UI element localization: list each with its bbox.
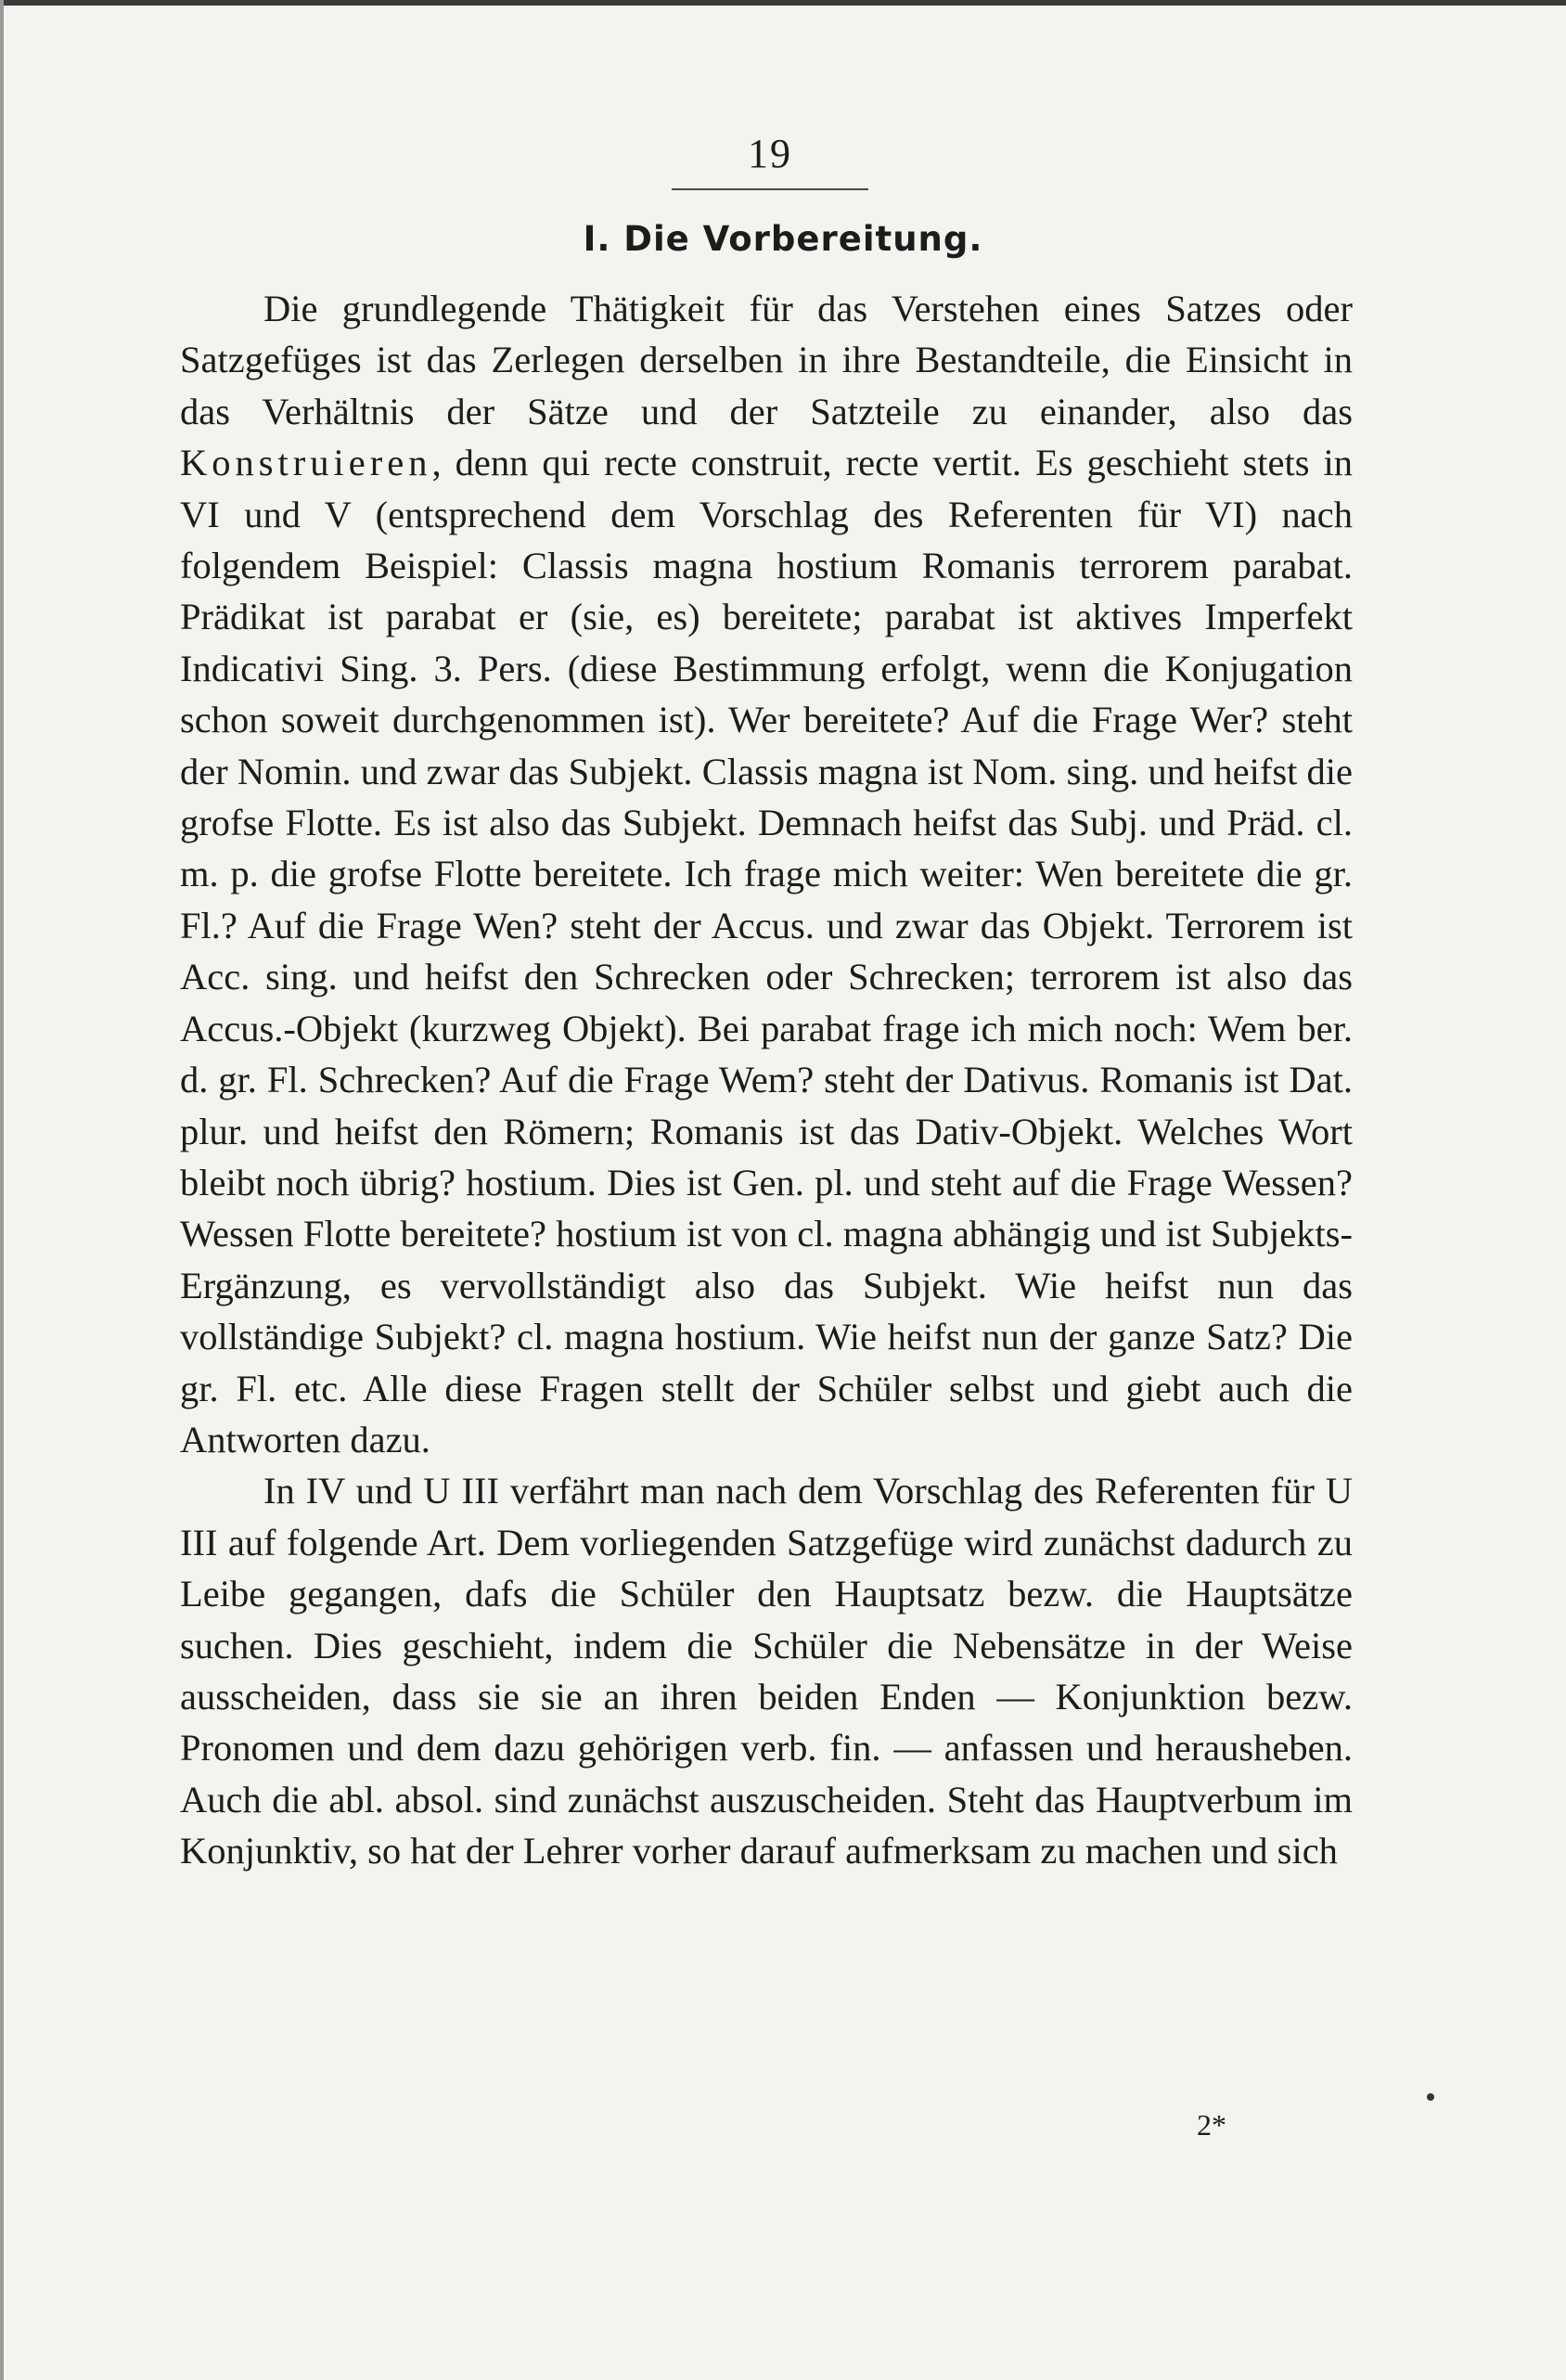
paragraph-1 [180,283,1353,1465]
scan-left-edge [0,0,4,2380]
page-number-rule [672,188,868,190]
scan-top-edge [0,0,1566,6]
signature-mark: 2* [1197,2108,1226,2142]
section-heading: I. Die Vorbereitung. [583,219,983,259]
body-text [180,283,1353,1877]
paragraph-1-rest: , denn qui recte construit, recte vertit. Es geschieht stets in VI und V (entsprechend dem Vorschlag des Referenten für VI) nach folgendem Beispiel: Classis magna hostium Romanis terrorem parabat. Prädikat ist parabat er (sie, es) bereitete; parabat ist aktives Imperfekt Indicativi Sing. 3. Pers. (diese Bestimmung erfolgt, wenn die Konjugation schon soweit durchgenommen ist). Wer bereitete? Auf die Frage Wer? steht der Nomin. und zwar das Subjekt. Classis magna ist Nom. sing. und heifst die grofse Flotte. Es ist also das Subjekt. Demnach heifst das Subj. und Präd. cl. m. p. die grofse Flotte bereitete. Ich frage mich weiter: Wen bereitete die gr. Fl.? Auf die Frage Wen? steht der Accus. und zwar das Objekt. Terrorem ist Acc. sing. und heifst den Schrecken oder Schrecken; terrorem ist also das Accus.-Objekt (kurzweg Objekt). Bei parabat frage ich mich noch: Wem ber. d. gr. Fl. Schrecken? Auf die Frage Wem? steht der Dativus. Romanis ist Dat. plur. und heifst den Römern; Romanis ist das Dativ-Objekt. Welches Wort bleibt noch übrig? hostium. Dies ist Gen. pl. und steht auf die Frage Wessen? Wessen Flotte bereitete? hostium ist von cl. magna abhängig und ist Subjekts-Ergänzung, es vervollständigt also das Subjekt. Wie heifst nun das vollständige Subjekt? cl. magna hostium. Wie heifst nun der ganze Satz? Die gr. Fl. etc. Alle diese Fragen stellt der Schüler selbst und giebt auch die Antworten dazu. [180,442,1353,1460]
emphasized-word: Konstruieren [180,442,432,484]
paragraph-2: In IV und U III verfährt man nach dem Vorschlag des Referenten für U III auf folgende Art. Dem vorliegenden Satzgefüge wird zunächst dadurch zu Leibe gegangen, dafs die Schüler den Hauptsatz bezw. die Hauptsätze suchen. Dies geschieht, indem die Schüler die Nebensätze in der Weise ausscheiden, dass sie sie an ihren beiden Enden — Konjunktion bezw. Pronomen und dem dazu gehörigen verb. fin. — anfassen und herausheben. Auch die abl. absol. sind zunächst auszuscheiden. Steht das Hauptverbum im Konjunktiv, so hat der Lehrer vorher darauf aufmerksam zu machen und sich [180,1470,1353,1872]
page-number: 19 [748,131,792,176]
paragraph-1-start: Die grundlegende Thätigkeit für das Verstehen eines Satzes oder Satzgefüges ist das Zerlegen derselben in ihre Bestandteile, die Einsicht in das Verhältnis der Sätze und der Satzteile zu einander, also das [180,288,1353,432]
margin-speck [1427,2093,1434,2101]
